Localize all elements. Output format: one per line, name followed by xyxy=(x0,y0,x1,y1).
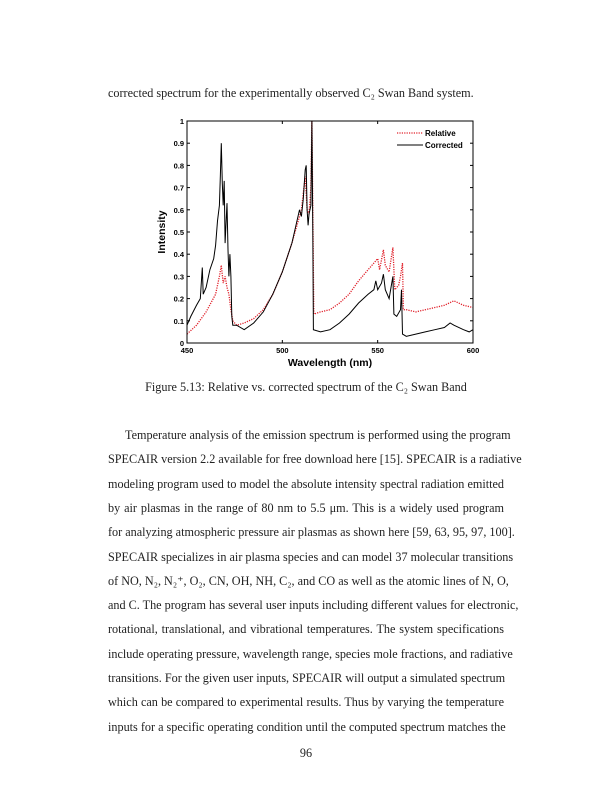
legend-label-relative: Relative xyxy=(425,129,456,138)
x-tick-label: 500 xyxy=(276,346,289,355)
figure-caption: Figure 5.13: Relative vs. corrected spectrum of the C₂ Swan Band xyxy=(145,380,467,394)
x-tick-label: 600 xyxy=(466,346,480,355)
paragraph-line: rotational, translational, and vibrational temperatures. The system specifications xyxy=(108,622,504,637)
paragraph-line: SPECAIR specializes in air plasma species and can model 37 molecular transitions xyxy=(108,549,514,564)
body-text-top: corrected spectrum for the experimentally observed C₂ Swan Band system. xyxy=(108,86,474,100)
x-tick-label: 550 xyxy=(371,346,384,355)
paragraph-line: modeling program used to model the absolute intensity spectral radiation emitted xyxy=(108,476,504,491)
y-tick-label: 0.5 xyxy=(173,228,184,237)
series-line-corrected xyxy=(187,121,473,336)
y-tick-label: 0.8 xyxy=(173,161,184,171)
paragraph-line: and C. The program has several user inputs including different values for electronic, xyxy=(108,598,519,613)
y-tick-label: 0.9 xyxy=(173,139,184,149)
series-line-relative xyxy=(187,121,473,334)
y-tick-label: 0 xyxy=(179,339,184,348)
paragraph-line: inputs for a specific operating condition until the computed spectrum matches the xyxy=(108,719,506,734)
paragraph-line: transitions. For the given user inputs, SPECAIR will output a simulated spectrum xyxy=(108,671,506,685)
x-tick-label: 450 xyxy=(180,346,194,355)
paragraph-line: which can be compared to experimental results. Thus by varying the temperature xyxy=(108,695,504,710)
y-tick-label: 0.4 xyxy=(173,250,184,260)
y-tick-label: 0.3 xyxy=(173,272,184,282)
paragraph-line: SPECAIR version 2.2 available for free download here [15]. SPECAIR is a radiative xyxy=(108,452,522,467)
legend xyxy=(397,129,463,150)
y-tick-label: 0.1 xyxy=(173,316,184,326)
paragraph-line: for analyzing atmospheric pressure air plasmas as shown here [59, 63, 95, 97, 100]. xyxy=(108,525,515,540)
y-tick-label: 0.7 xyxy=(173,183,184,193)
paragraph-line: Temperature analysis of the emission spectrum is performed using the program xyxy=(125,428,511,442)
y-tick-label: 0.2 xyxy=(173,294,184,304)
y-tick-label: 0.6 xyxy=(173,205,184,215)
y-tick-label: 1 xyxy=(179,117,184,126)
y-axis-label: Intensity xyxy=(156,210,168,254)
paragraph-line: include operating pressure, wavelength range, species mole fractions, and radiative xyxy=(108,646,513,661)
x-axis-label: Wavelength (nm) xyxy=(287,357,373,369)
page-number: 96 xyxy=(299,746,313,760)
paragraph-line: by air plasmas in the range of 80 nm to 5.5 μm. This is a widely used program xyxy=(108,500,504,515)
plot-frame xyxy=(187,121,473,343)
legend-label-corrected: Corrected xyxy=(425,141,463,150)
paragraph-line: of NO, N₂, N₂⁺, O₂, CN, OH, NH, C₂, and CO as well as the atomic lines of N, O, xyxy=(108,573,509,588)
spectrum-chart xyxy=(0,0,612,380)
